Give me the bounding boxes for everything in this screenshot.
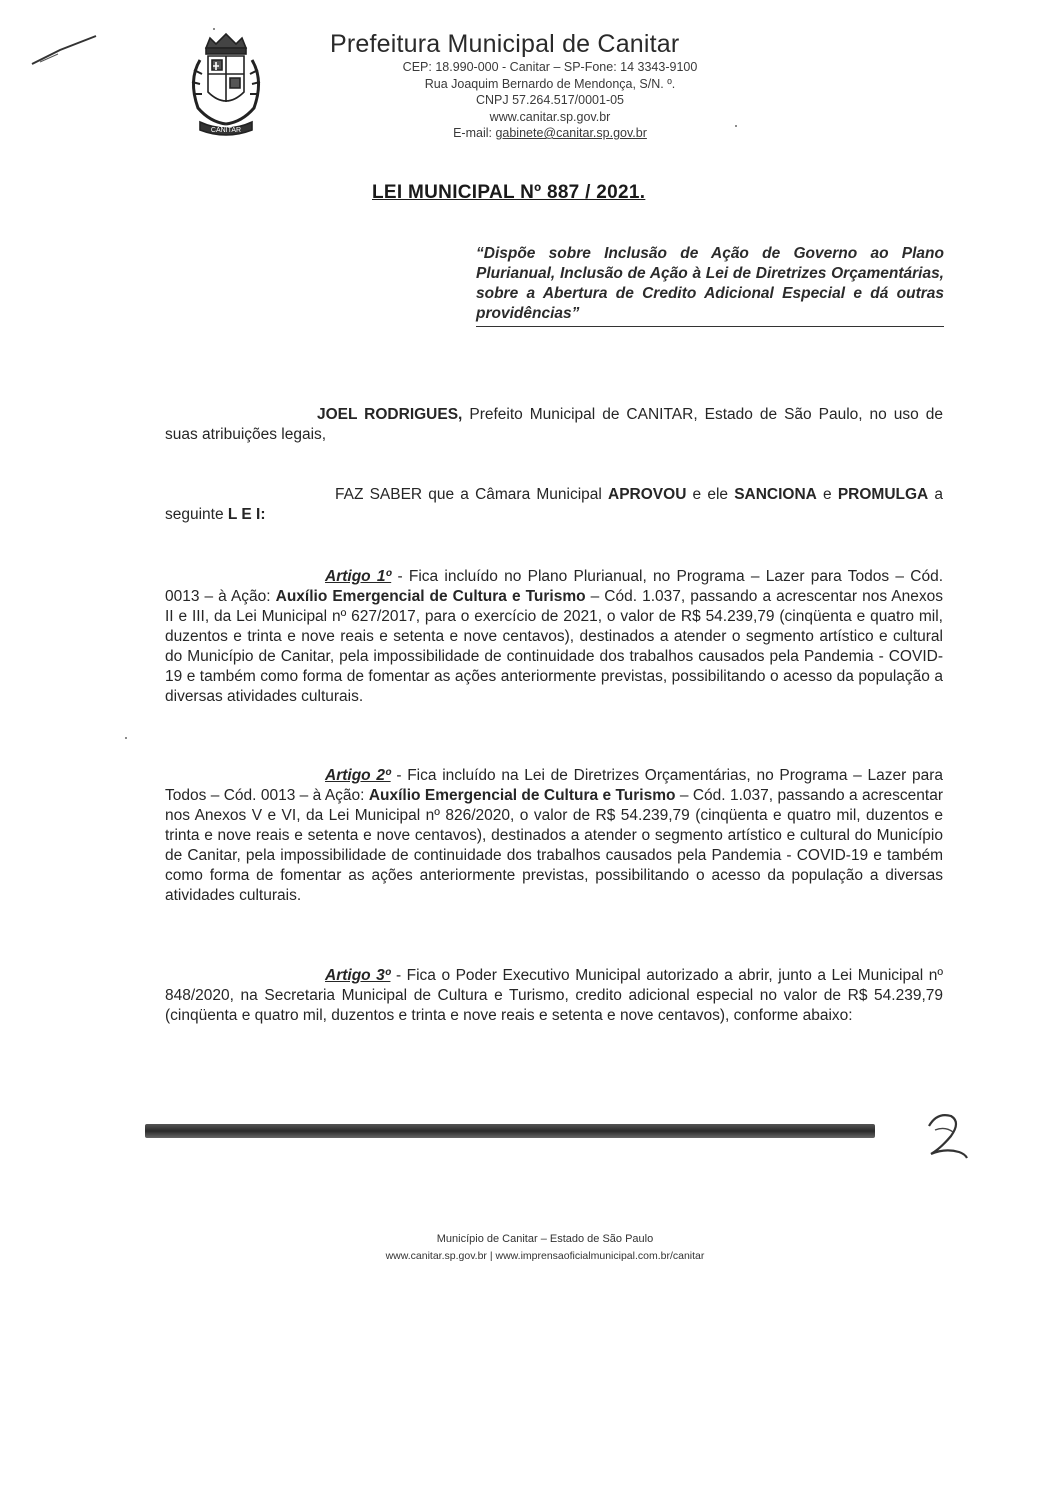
article-1 bbox=[165, 567, 943, 707]
municipal-crest-icon bbox=[180, 30, 272, 140]
enactment-law: L E I: bbox=[227, 506, 266, 523]
enactment-text-3: e bbox=[816, 486, 838, 503]
pen-stroke-mark bbox=[30, 30, 100, 70]
handwritten-initials bbox=[915, 1108, 975, 1163]
scan-speck bbox=[213, 28, 215, 30]
article-2-action-name: Auxílio Emergencial de Cultura e Turismo bbox=[368, 787, 676, 804]
preamble-text: Prefeito Municipal de CANITAR, Estado de São Paulo, no uso de suas atribuições legais, bbox=[165, 406, 943, 443]
law-title: LEI MUNICIPAL Nº 887 / 2021. bbox=[372, 182, 646, 203]
address-line: Rua Joaquim Bernardo de Mendonça, S/N. º. bbox=[424, 76, 676, 91]
preamble-paragraph bbox=[165, 405, 943, 445]
article-2-text-2: – Cód. 1.037, passando a acrescentar nos Anexos V e VI, da Lei Municipal nº 826/2020, o valor de R$ 54.239,79 (cinqüenta e quatro mil, duzentos e trinta e nove reais e setenta e nove centavos), destinados a atender o segmento artístico e cultural do Município de Canitar, pela impossibilidade de continuidade dos trabalhos causados pela Pandemia - COVID-19 e também como forma de fomentar as ações anteriormente previstas, possibilitando o acesso da população a diversas atividades culturais. bbox=[165, 787, 944, 904]
email-address: gabinete@canitar.sp.gov.br bbox=[495, 126, 647, 140]
article-1-text-2: – Cód. 1.037, passando a acrescentar nos Anexos II e III, da Lei Municipal nº 627/2017, para o exercício de 2021, o valor de R$ 54.239,79 (cinqüenta e quatro mil, duzentos e trinta e nove reais e setenta e nove centavos), destinados a atender o segmento artístico e cultural do Município de Canitar, pela impossibilidade de continuidade dos trabalhos causados pela Pandemia - COVID-19 e também como forma de fomentar as ações anteriormente previstas, possibilitando o acesso da população a diversas atividades culturais. bbox=[165, 588, 943, 705]
article-1-text-1: - Fica incluído no Plano Plurianual, no Programa – Lazer para Todos – Cód. 0013 – à Ação: bbox=[165, 568, 944, 605]
enactment-approved: APROVOU bbox=[608, 486, 687, 503]
email-label: E-mail: bbox=[453, 126, 496, 140]
footer-websites: www.canitar.sp.gov.br | www.imprensaoficialmunicipal.com.br/canitar bbox=[385, 1250, 705, 1262]
enactment-text-1: FAZ SABER que a Câmara Municipal bbox=[335, 486, 609, 503]
enactment-text-2: e ele bbox=[686, 486, 735, 503]
enactment-text-4: a seguinte bbox=[165, 486, 944, 523]
mayor-name: JOEL RODRIGUES, bbox=[317, 406, 463, 423]
article-2-text-1: - Fica incluído na Lei de Diretrizes Orçamentárias, no Programa – Lazer para Todos – Cód. 0013 – à Ação: bbox=[165, 767, 943, 804]
article-1-label: Artigo 1º bbox=[325, 568, 392, 585]
article-2-label: Artigo 2º bbox=[325, 767, 391, 784]
footer-municipality: Município de Canitar – Estado de São Paulo bbox=[436, 1233, 654, 1245]
website-line: www.canitar.sp.gov.br bbox=[489, 109, 611, 124]
cnpj-line: CNPJ 57.264.517/0001-05 bbox=[475, 93, 625, 107]
enactment-promulgates: PROMULGA bbox=[837, 486, 929, 503]
law-summary: “Dispõe sobre Inclusão de Ação de Governo ao Plano Plurianual, Inclusão de Ação à Lei de Diretrizes Orçamentárias, sobre a Abertura de Credito Adicional Especial e dá outras providências” bbox=[476, 244, 944, 327]
scan-speck bbox=[125, 737, 127, 739]
article-1-action-name: Auxílio Emergencial de Cultura e Turismo bbox=[275, 588, 586, 605]
article-3 bbox=[165, 966, 943, 1026]
letterhead bbox=[290, 30, 760, 142]
article-2 bbox=[165, 766, 943, 906]
email-line bbox=[290, 125, 730, 142]
crest-banner-text: CANITAR bbox=[210, 127, 242, 134]
article-3-text-1: - Fica o Poder Executivo Municipal autorizado a abrir, junto a Lei Municipal nº 848/2020, na Secretaria Municipal de Cultura e Turismo, credito adicional especial no valor de R$ 54.239,79 (cinqüenta e quatro mil, duzentos e trinta e nove reais e setenta e nove centavos), conforme abaixo: bbox=[165, 967, 943, 1024]
article-3-label: Artigo 3º bbox=[325, 967, 391, 984]
cep-line: CEP: 18.990-000 - Canitar – SP-Fone: 14 3343-9100 bbox=[402, 60, 698, 74]
institution-title: Prefeitura Municipal de Canitar bbox=[330, 30, 680, 58]
scan-speck bbox=[735, 125, 737, 127]
footer-divider-bar bbox=[145, 1124, 875, 1138]
enactment-paragraph bbox=[165, 485, 943, 525]
enactment-sanctions: SANCIONA bbox=[734, 486, 817, 503]
